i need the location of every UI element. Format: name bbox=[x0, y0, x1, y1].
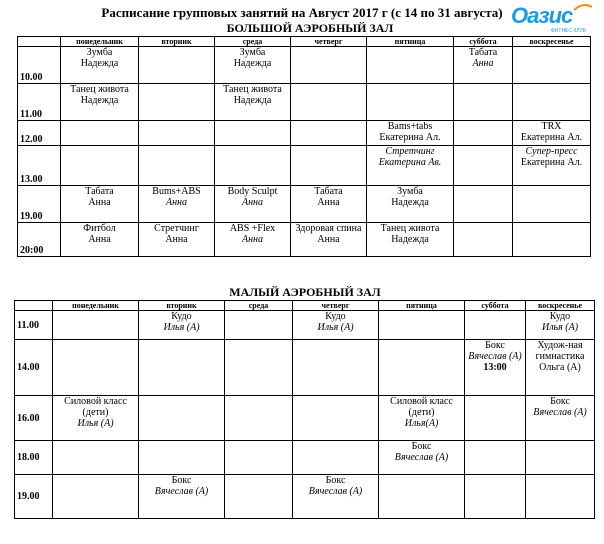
class-name: Бокс bbox=[550, 396, 570, 407]
class-name: Худож-ная гимнастика bbox=[535, 340, 585, 362]
class-cell bbox=[53, 340, 139, 396]
time-cell: 16.00 bbox=[15, 396, 53, 441]
class-cell bbox=[293, 340, 379, 396]
class-cell bbox=[291, 47, 367, 84]
class-cell bbox=[139, 441, 225, 475]
time-cell: 20:00 bbox=[18, 223, 61, 257]
class-cell bbox=[454, 146, 513, 186]
page-title: Расписание групповых занятий на Август 2017 г (с 14 по 31 августа) bbox=[101, 5, 503, 20]
trainer-name: Надежда bbox=[233, 58, 272, 69]
trainer-name: Анна bbox=[88, 197, 111, 208]
class-cell bbox=[139, 340, 225, 396]
day-header: пятница bbox=[379, 301, 465, 311]
trainer-name: Анна bbox=[472, 58, 494, 69]
class-cell bbox=[367, 121, 454, 146]
class-cell bbox=[465, 311, 526, 340]
class-cell bbox=[526, 396, 595, 441]
trainer-name: Надежда bbox=[391, 197, 429, 208]
time-cell: 13.00 bbox=[18, 146, 61, 186]
small-hall-title: МАЛЫЙ АЭРОБНЫЙ ЗАЛ bbox=[229, 285, 381, 299]
trainer-name: Анна bbox=[241, 197, 264, 208]
trainer-name: Ольга (А) bbox=[539, 362, 581, 373]
class-name: Зумба bbox=[86, 47, 113, 58]
class-cell bbox=[513, 186, 591, 223]
big-hall-title: БОЛЬШОЙ АЭРОБНЫЙ ЗАЛ bbox=[226, 21, 394, 35]
schedule-row bbox=[15, 340, 595, 396]
small-hall-schedule bbox=[14, 300, 595, 519]
day-header: суббота bbox=[454, 37, 513, 47]
class-cell bbox=[61, 47, 139, 84]
schedule-row bbox=[15, 396, 595, 441]
class-cell bbox=[513, 121, 591, 146]
class-cell bbox=[61, 186, 139, 223]
class-name: Танец живота bbox=[223, 84, 282, 95]
trainer-name: Екатерина Ал. bbox=[520, 132, 583, 143]
class-cell bbox=[526, 340, 595, 396]
trainer-name: Илья (А) bbox=[77, 418, 114, 429]
class-cell bbox=[139, 223, 215, 257]
trainer-name: Илья (А) bbox=[317, 322, 354, 333]
class-cell bbox=[215, 146, 291, 186]
class-cell bbox=[139, 47, 215, 84]
class-cell bbox=[225, 475, 293, 519]
class-name: Танец живота bbox=[70, 84, 129, 95]
class-cell bbox=[454, 121, 513, 146]
trainer-name: Вячеслав (А) bbox=[308, 486, 363, 497]
class-cell bbox=[454, 223, 513, 257]
class-cell bbox=[139, 84, 215, 121]
day-header: среда bbox=[225, 301, 293, 311]
trainer-name: Анна bbox=[88, 234, 111, 245]
time-cell: 12.00 bbox=[18, 121, 61, 146]
class-cell bbox=[53, 396, 139, 441]
class-cell bbox=[61, 223, 139, 257]
class-cell bbox=[367, 146, 454, 186]
class-cell bbox=[293, 475, 379, 519]
schedule-row bbox=[15, 441, 595, 475]
day-header: понедельник bbox=[61, 37, 139, 47]
class-name: Бокс bbox=[325, 475, 346, 486]
class-cell bbox=[215, 84, 291, 121]
class-cell bbox=[139, 475, 225, 519]
day-header: среда bbox=[215, 37, 291, 47]
class-cell bbox=[379, 311, 465, 340]
class-name: Табата bbox=[85, 186, 114, 197]
day-header: суббота bbox=[465, 301, 526, 311]
class-name: TRX bbox=[541, 121, 562, 132]
big-hall-schedule bbox=[17, 36, 591, 257]
day-header: четверг bbox=[293, 301, 379, 311]
day-header: четверг bbox=[291, 37, 367, 47]
class-cell bbox=[139, 121, 215, 146]
class-cell bbox=[526, 441, 595, 475]
schedule-row bbox=[18, 47, 591, 84]
class-cell bbox=[293, 311, 379, 340]
class-cell bbox=[215, 186, 291, 223]
class-cell bbox=[465, 340, 526, 396]
time-cell: 11.00 bbox=[18, 84, 61, 121]
class-name: Bums+ABS bbox=[152, 186, 201, 197]
class-name: Бокс bbox=[411, 441, 432, 452]
trainer-name: Анна bbox=[165, 234, 188, 245]
class-cell bbox=[367, 223, 454, 257]
class-cell bbox=[291, 146, 367, 186]
class-cell bbox=[225, 396, 293, 441]
class-name: Табата bbox=[468, 47, 498, 58]
class-cell bbox=[454, 84, 513, 121]
logo-subtitle: ФИТНЕС КЛУБ bbox=[551, 28, 587, 34]
class-cell bbox=[513, 47, 591, 84]
class-cell bbox=[379, 396, 465, 441]
class-cell bbox=[139, 146, 215, 186]
trainer-name: Вячеслав (А) bbox=[533, 407, 587, 418]
class-name: Стретчинг bbox=[154, 223, 199, 234]
day-header: вторник bbox=[139, 301, 225, 311]
class-name: Кудо bbox=[325, 311, 346, 322]
class-cell bbox=[293, 396, 379, 441]
logo-swoosh-icon bbox=[573, 4, 593, 12]
day-header: воскресенье bbox=[513, 37, 591, 47]
day-header: пятница bbox=[367, 37, 454, 47]
trainer-name: Илья(А) bbox=[404, 418, 439, 429]
class-cell bbox=[61, 121, 139, 146]
trainer-name: Илья (А) bbox=[163, 322, 200, 333]
class-cell bbox=[291, 186, 367, 223]
class-cell bbox=[379, 441, 465, 475]
class-cell bbox=[465, 441, 526, 475]
time-cell: 19.00 bbox=[18, 186, 61, 223]
class-name: Стретчинг bbox=[385, 146, 435, 157]
class-cell bbox=[513, 146, 591, 186]
trainer-name: Анна bbox=[317, 234, 340, 245]
class-cell bbox=[215, 47, 291, 84]
class-name: Здоровая спина bbox=[295, 223, 362, 234]
trainer-name: Анна bbox=[165, 197, 188, 208]
class-cell bbox=[225, 441, 293, 475]
time-cell: 19.00 bbox=[15, 475, 53, 519]
day-header: воскресенье bbox=[526, 301, 595, 311]
class-cell bbox=[526, 475, 595, 519]
class-cell bbox=[513, 84, 591, 121]
class-name: Body Sculpt bbox=[227, 186, 278, 197]
schedule-row bbox=[15, 311, 595, 340]
trainer-name: Екатерина Ав. bbox=[378, 157, 442, 168]
class-cell bbox=[225, 340, 293, 396]
trainer-name: Надежда bbox=[80, 58, 119, 69]
class-cell bbox=[139, 311, 225, 340]
class-cell bbox=[367, 47, 454, 84]
class-name: Бокс bbox=[171, 475, 192, 486]
logo-text: Оазис bbox=[511, 3, 573, 28]
class-cell bbox=[139, 396, 225, 441]
trainer-name: Надежда bbox=[391, 234, 429, 245]
class-name: Танец живота bbox=[380, 223, 440, 234]
class-cell bbox=[53, 311, 139, 340]
class-cell bbox=[465, 396, 526, 441]
class-cell bbox=[379, 340, 465, 396]
class-name: Силовой класс (дети) bbox=[390, 396, 453, 418]
class-cell bbox=[53, 441, 139, 475]
class-name: Табата bbox=[314, 186, 343, 197]
class-name: Бокс bbox=[485, 340, 505, 351]
time-cell: 10.00 bbox=[18, 47, 61, 84]
trainer-name: Екатерина Ал. bbox=[520, 157, 583, 168]
time-cell: 18.00 bbox=[15, 441, 53, 475]
class-cell bbox=[225, 311, 293, 340]
time-cell: 14.00 bbox=[15, 340, 53, 396]
trainer-name: Илья (А) bbox=[541, 322, 579, 333]
class-cell bbox=[61, 84, 139, 121]
class-name: Кудо bbox=[549, 311, 571, 322]
trainer-name: Вячеслав (А) bbox=[468, 351, 522, 362]
corner-cell bbox=[18, 37, 61, 47]
club-logo bbox=[511, 3, 599, 33]
class-cell bbox=[454, 47, 513, 84]
class-cell bbox=[465, 475, 526, 519]
class-cell bbox=[215, 223, 291, 257]
class-name: Bams+tabs bbox=[387, 121, 433, 132]
class-extra-time: 13:00 bbox=[483, 362, 507, 373]
class-cell bbox=[291, 223, 367, 257]
class-cell bbox=[379, 475, 465, 519]
class-cell bbox=[513, 223, 591, 257]
class-cell bbox=[293, 441, 379, 475]
schedule-row bbox=[18, 146, 591, 186]
class-name: Фитбол bbox=[83, 223, 116, 234]
class-cell bbox=[367, 84, 454, 121]
trainer-name: Вячеслав (А) bbox=[154, 486, 209, 497]
trainer-name: Надежда bbox=[233, 95, 272, 106]
trainer-name: Екатерина Ал. bbox=[379, 132, 441, 143]
class-name: ABS +Flex bbox=[229, 223, 276, 234]
class-cell bbox=[53, 475, 139, 519]
class-cell bbox=[454, 186, 513, 223]
time-cell: 11.00 bbox=[15, 311, 53, 340]
class-name: Супер-пресс bbox=[525, 146, 578, 157]
day-header: понедельник bbox=[53, 301, 139, 311]
class-cell bbox=[291, 121, 367, 146]
class-cell bbox=[139, 186, 215, 223]
class-name: Зумба bbox=[397, 186, 423, 197]
class-cell bbox=[526, 311, 595, 340]
class-cell bbox=[367, 186, 454, 223]
schedule-row bbox=[18, 84, 591, 121]
schedule-row bbox=[18, 223, 591, 257]
schedule-row bbox=[18, 186, 591, 223]
day-header: вторник bbox=[139, 37, 215, 47]
class-name: Кудо bbox=[171, 311, 192, 322]
class-cell bbox=[61, 146, 139, 186]
trainer-name: Надежда bbox=[80, 95, 119, 106]
schedule-row bbox=[18, 121, 591, 146]
schedule-row bbox=[15, 475, 595, 519]
trainer-name: Анна bbox=[317, 197, 340, 208]
corner-cell bbox=[15, 301, 53, 311]
class-name: Зумба bbox=[239, 47, 266, 58]
class-cell bbox=[215, 121, 291, 146]
trainer-name: Анна bbox=[241, 234, 264, 245]
class-name: Силовой класс (дети) bbox=[64, 396, 127, 418]
class-cell bbox=[291, 84, 367, 121]
trainer-name: Вячеслав (А) bbox=[394, 452, 449, 463]
